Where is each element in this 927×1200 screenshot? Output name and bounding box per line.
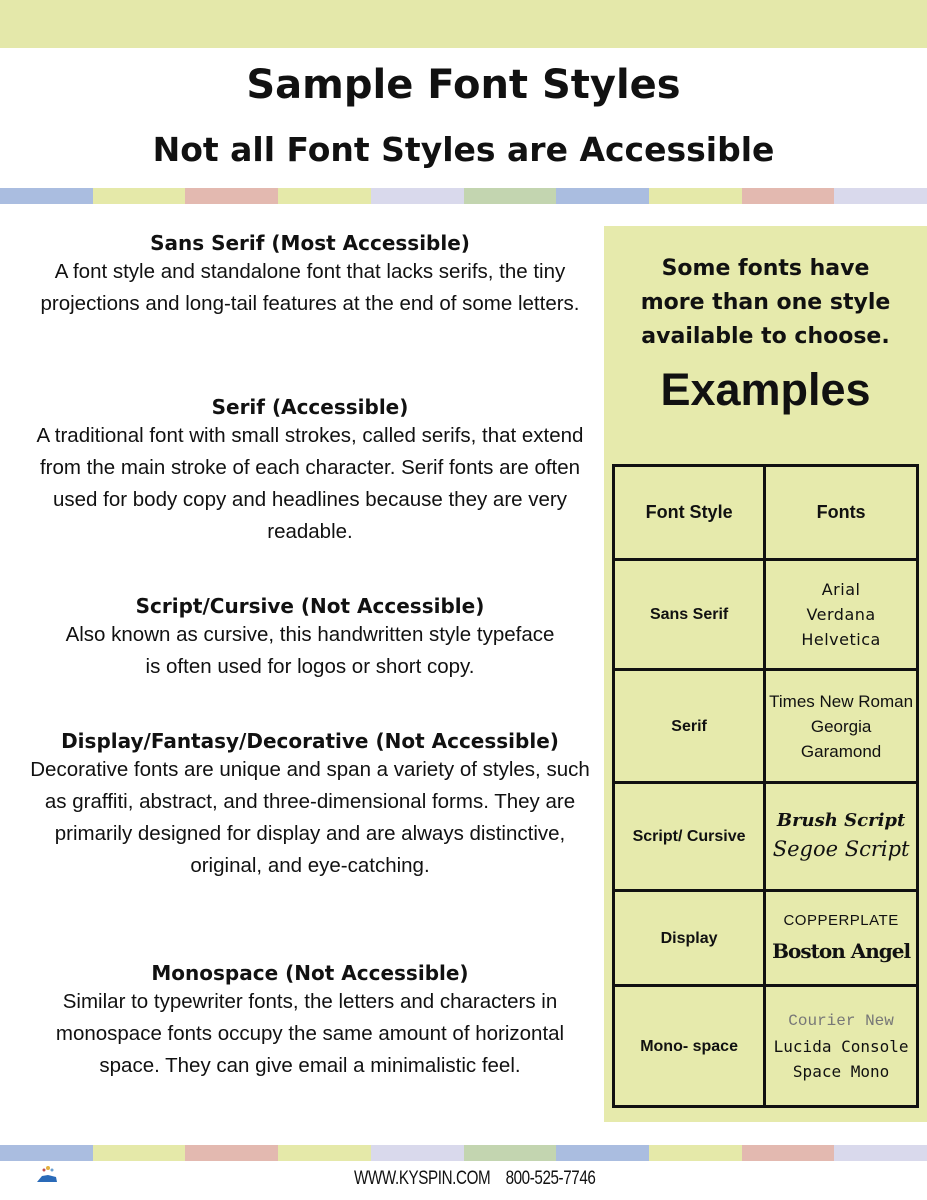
table-row bbox=[614, 891, 918, 986]
stripe-segment bbox=[371, 188, 464, 204]
stripe-segment bbox=[278, 1145, 371, 1161]
table-row bbox=[614, 560, 918, 670]
font-style-cell: Display bbox=[614, 891, 765, 986]
font-name: Brush Script bbox=[776, 810, 906, 831]
fonts-cell bbox=[765, 783, 918, 891]
font-name: Boston Angel bbox=[772, 938, 911, 963]
section-body: Similar to typewriter fonts, the letters and characters in monospace fonts occupy the same amount of horizontal space. They can give email a minimalistic feel. bbox=[55, 990, 565, 1077]
font-style-cell: Script/ Cursive bbox=[614, 783, 765, 891]
section-body: A traditional font with small strokes, called serifs, that extend from the main stroke of each character. Serif fonts are often used for body copy and headlines because they are very readable. bbox=[36, 424, 584, 543]
fonts-cell bbox=[765, 670, 918, 783]
stripe-segment bbox=[93, 188, 186, 204]
font-style-cell: Sans Serif bbox=[614, 560, 765, 670]
table-row bbox=[614, 783, 918, 891]
footer-contact bbox=[354, 1168, 595, 1190]
section-heading: Display/Fantasy/Decorative (Not Accessible) bbox=[61, 729, 559, 753]
font-name: Helvetica bbox=[801, 630, 881, 649]
table-row bbox=[614, 670, 918, 783]
font-name: Space Mono bbox=[792, 1061, 890, 1081]
color-stripe-bottom bbox=[0, 1145, 927, 1161]
fonts-cell bbox=[765, 986, 918, 1107]
section-body: Decorative fonts are unique and span a variety of styles, such as graffiti, abstract, and three-dimensional forms. They are primarily designed for display and are always distinctive, original, and eye-catching. bbox=[30, 758, 590, 877]
section-display bbox=[30, 728, 590, 882]
stripe-segment bbox=[649, 1145, 742, 1161]
section-body: A font style and standalone font that lacks serifs, the tiny projections and long-tail features at the end of some letters. bbox=[40, 260, 580, 315]
fonts-cell bbox=[765, 891, 918, 986]
stripe-segment bbox=[278, 188, 371, 204]
stripe-segment bbox=[742, 1145, 835, 1161]
phone-number: 800-525-7746 bbox=[505, 1168, 596, 1189]
website-link[interactable]: WWW.KYSPIN.COM bbox=[354, 1168, 491, 1189]
font-style-cell: Serif bbox=[614, 670, 765, 783]
page-title: Sample Font Styles bbox=[246, 62, 681, 108]
section-script bbox=[30, 593, 590, 683]
stripe-segment bbox=[464, 1145, 557, 1161]
section-heading: Monospace (Not Accessible) bbox=[151, 961, 469, 985]
font-name: Verdana bbox=[806, 605, 876, 624]
stripe-segment bbox=[834, 188, 927, 204]
section-body: Also known as cursive, this handwritten style typeface is often used for logos or short copy. bbox=[65, 623, 555, 678]
stripe-segment bbox=[742, 188, 835, 204]
font-examples-table bbox=[612, 464, 919, 1108]
top-color-band bbox=[0, 0, 927, 48]
font-name: Arial bbox=[821, 580, 861, 599]
color-stripe-top bbox=[0, 188, 927, 204]
table-header-row bbox=[614, 466, 918, 560]
header-fonts: Fonts bbox=[765, 466, 918, 560]
section-sans-serif bbox=[30, 230, 590, 320]
section-heading: Script/Cursive (Not Accessible) bbox=[135, 594, 485, 618]
stripe-segment bbox=[649, 188, 742, 204]
stripe-segment bbox=[371, 1145, 464, 1161]
stripe-segment bbox=[0, 1145, 93, 1161]
stripe-segment bbox=[93, 1145, 186, 1161]
font-style-cell: Mono- space bbox=[614, 986, 765, 1107]
font-name: Segoe Script bbox=[772, 837, 910, 861]
section-heading: Serif (Accessible) bbox=[211, 395, 409, 419]
fonts-cell bbox=[765, 560, 918, 670]
stripe-segment bbox=[185, 1145, 278, 1161]
stripe-segment bbox=[834, 1145, 927, 1161]
stripe-segment bbox=[464, 188, 557, 204]
examples-sidebar bbox=[604, 226, 927, 1122]
header-font-style: Font Style bbox=[614, 466, 765, 560]
page-subtitle: Not all Font Styles are Accessible bbox=[152, 130, 775, 169]
section-heading: Sans Serif (Most Accessible) bbox=[150, 231, 470, 255]
sidebar-note: Some fonts have more than one style available to choose. bbox=[640, 256, 891, 349]
section-monospace bbox=[30, 960, 590, 1082]
stripe-segment bbox=[185, 188, 278, 204]
examples-heading: Examples bbox=[660, 364, 871, 415]
stripe-segment bbox=[556, 188, 649, 204]
font-name: Times New Roman bbox=[769, 691, 914, 711]
font-name: Georgia bbox=[810, 716, 872, 736]
kyspin-logo-icon bbox=[34, 1162, 60, 1188]
font-name: COPPERPLATE bbox=[783, 911, 899, 929]
font-name: Lucida Console bbox=[773, 1036, 909, 1056]
stripe-segment bbox=[556, 1145, 649, 1161]
font-name: Garamond bbox=[800, 741, 882, 761]
font-name: Courier New bbox=[788, 1011, 894, 1030]
stripe-segment bbox=[0, 188, 93, 204]
section-serif bbox=[30, 394, 590, 548]
table-row bbox=[614, 986, 918, 1107]
